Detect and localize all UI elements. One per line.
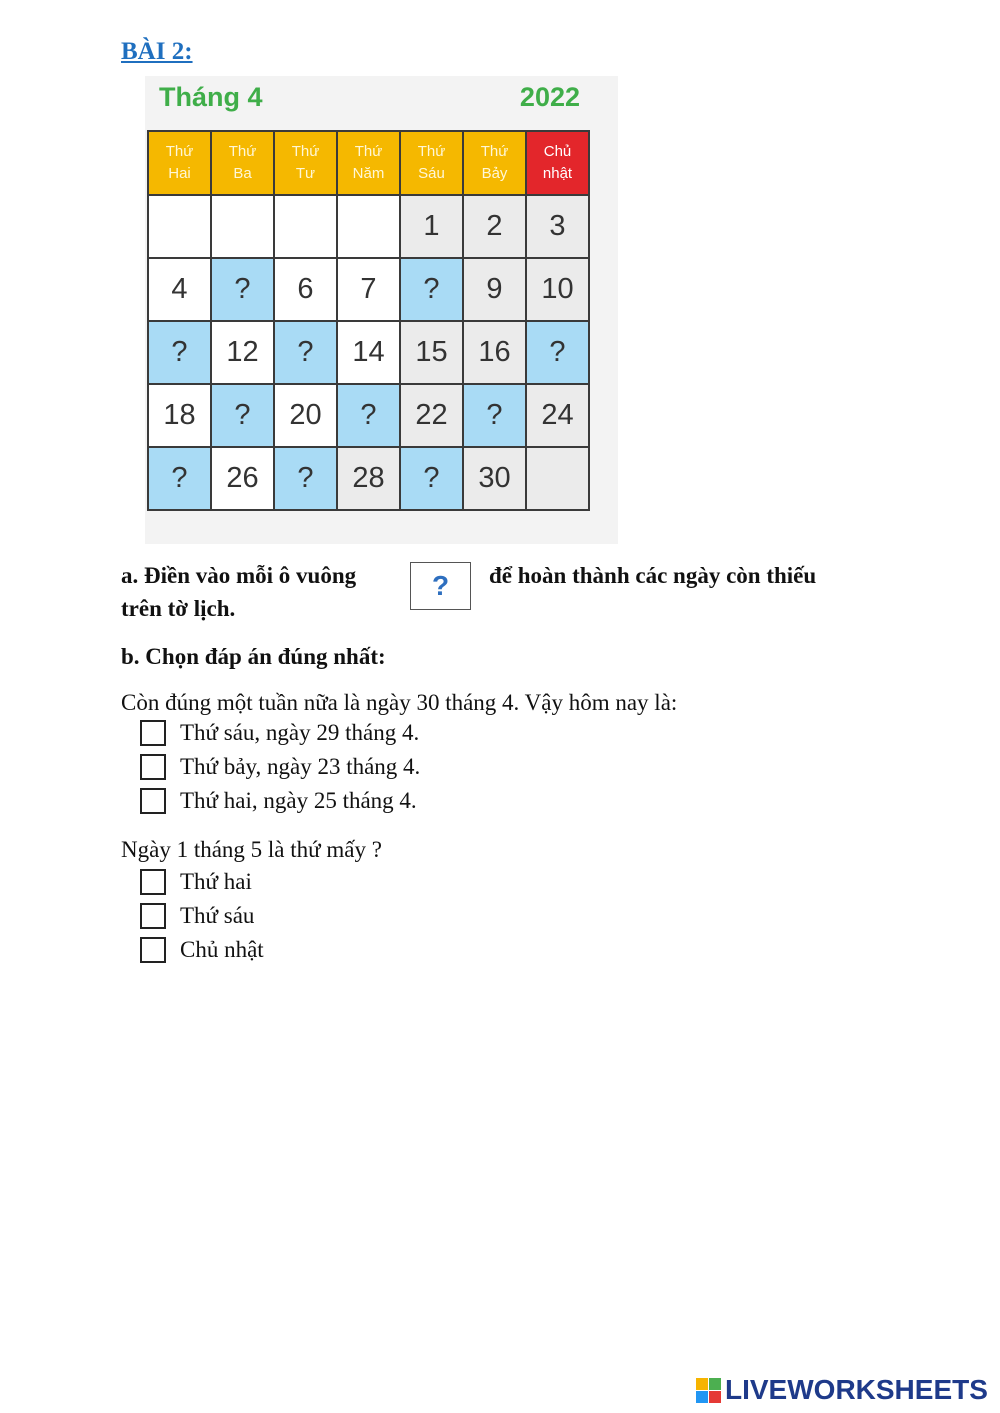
missing-day-input[interactable]: ? — [400, 447, 463, 510]
q2-option-1[interactable] — [140, 868, 252, 896]
calendar-grid — [147, 130, 590, 511]
option-label: Thứ hai, ngày 25 tháng 4. — [180, 788, 417, 813]
q2-option-3[interactable] — [140, 936, 264, 964]
header-thursday: Thứ Năm — [337, 131, 400, 195]
calendar-day-cell: 18 — [148, 384, 211, 447]
calendar-day-cell — [274, 195, 337, 258]
q1-option-2[interactable] — [140, 753, 420, 781]
option-label: Thứ sáu — [180, 903, 255, 928]
option-label: Thứ sáu, ngày 29 tháng 4. — [180, 720, 420, 745]
header-saturday: Thứ Bảy — [463, 131, 526, 195]
calendar-day-cell: 6 — [274, 258, 337, 321]
calendar-year: 2022 — [519, 82, 580, 112]
calendar-week-row — [148, 321, 589, 384]
calendar-day-cell: 16 — [463, 321, 526, 384]
calendar-day-cell: 1 — [400, 195, 463, 258]
q1-option-3[interactable] — [140, 787, 417, 815]
calendar-day-cell — [211, 195, 274, 258]
missing-day-input[interactable]: ? — [526, 321, 589, 384]
header-monday: Thứ Hai — [148, 131, 211, 195]
calendar-day-cell: 3 — [526, 195, 589, 258]
calendar-day-cell: 30 — [463, 447, 526, 510]
calendar-day-cell: 12 — [211, 321, 274, 384]
missing-day-input[interactable]: ? — [337, 384, 400, 447]
calendar-week-row — [148, 258, 589, 321]
calendar-day-cell — [337, 195, 400, 258]
header-friday: Thứ Sáu — [400, 131, 463, 195]
logo-text: LIVEWORKSHEETS — [725, 1374, 988, 1405]
calendar-day-cell — [526, 447, 589, 510]
calendar-day-cell: 26 — [211, 447, 274, 510]
calendar-day-cell: 4 — [148, 258, 211, 321]
calendar-day-cell: 7 — [337, 258, 400, 321]
calendar-day-cell — [148, 195, 211, 258]
checkbox[interactable] — [140, 754, 166, 780]
checkbox[interactable] — [140, 869, 166, 895]
checkbox[interactable] — [140, 788, 166, 814]
missing-day-input[interactable]: ? — [211, 258, 274, 321]
calendar-day-cell: 15 — [400, 321, 463, 384]
missing-day-input[interactable]: ? — [211, 384, 274, 447]
calendar-day-cell: 2 — [463, 195, 526, 258]
option-label: Thứ hai — [180, 869, 252, 894]
calendar-day-cell: 10 — [526, 258, 589, 321]
question-mark-box: ? — [410, 562, 471, 610]
checkbox[interactable] — [140, 903, 166, 929]
calendar-day-cell: 24 — [526, 384, 589, 447]
checkbox[interactable] — [140, 720, 166, 746]
calendar-day-cell: 14 — [337, 321, 400, 384]
missing-day-input[interactable]: ? — [463, 384, 526, 447]
calendar-week-row — [148, 447, 589, 510]
exercise-title: BÀI 2: — [121, 38, 193, 65]
option-label: Chủ nhật — [180, 937, 264, 962]
question-2-text: Ngày 1 tháng 5 là thứ mấy ? — [121, 837, 382, 862]
question-1-text: Còn đúng một tuần nữa là ngày 30 tháng 4. Vậy hôm nay là: — [121, 690, 678, 715]
calendar-day-cell: 9 — [463, 258, 526, 321]
checkbox[interactable] — [140, 937, 166, 963]
part-a-instruction-cont: để hoàn thành các ngày còn thiếu — [489, 563, 817, 588]
calendar-header-row — [148, 131, 589, 195]
part-b-heading: b. Chọn đáp án đúng nhất: — [121, 644, 386, 669]
calendar-week-row — [148, 195, 589, 258]
calendar — [145, 76, 618, 544]
calendar-week-row — [148, 384, 589, 447]
q1-option-1[interactable] — [140, 719, 419, 747]
liveworksheets-logo — [696, 1374, 988, 1406]
calendar-day-cell: 20 — [274, 384, 337, 447]
q2-option-2[interactable] — [140, 902, 254, 930]
header-wednesday: Thứ Tư — [274, 131, 337, 195]
calendar-month: Tháng 4 — [159, 82, 263, 112]
option-label: Thứ bảy, ngày 23 tháng 4. — [180, 754, 421, 779]
header-sunday: Chủ nhật — [526, 131, 589, 195]
liveworksheets-logo-icon — [696, 1378, 721, 1403]
missing-day-input[interactable]: ? — [148, 321, 211, 384]
part-a-instruction-line2: trên tờ lịch. — [121, 596, 236, 621]
missing-day-input[interactable]: ? — [400, 258, 463, 321]
missing-day-input[interactable]: ? — [148, 447, 211, 510]
calendar-day-cell: 28 — [337, 447, 400, 510]
calendar-day-cell: 22 — [400, 384, 463, 447]
header-tuesday: Thứ Ba — [211, 131, 274, 195]
missing-day-input[interactable]: ? — [274, 321, 337, 384]
part-a-instruction: a. Điền vào mỗi ô vuông — [121, 563, 357, 588]
missing-day-input[interactable]: ? — [274, 447, 337, 510]
